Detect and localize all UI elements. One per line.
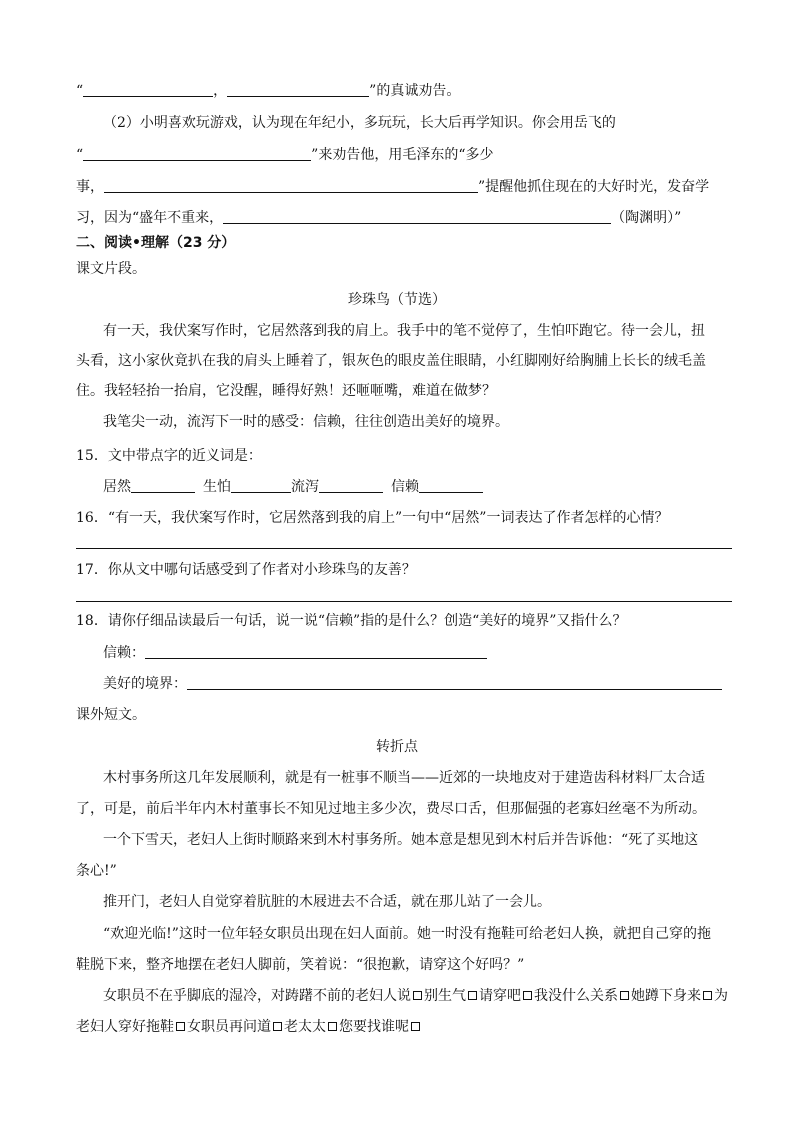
answer-line[interactable] [76,601,732,602]
missing-glyph-box [273,1022,282,1031]
word: 流泻 [291,479,319,495]
story-title: 转折点 [376,739,418,755]
line-tail: ”提醒他抓住现在的大好时光，发奋学 [478,179,710,195]
extra-label: 课外短文。 [76,707,146,723]
text-segment: 她蹲下身来 [631,988,701,1004]
story-line: “欢迎光临!”这时一位年轻女职员出现在妇人面前。她一时没有拖鞋可给老妇人换，就把自己穿的拖 [103,926,711,942]
advice-line [76,81,460,101]
question-18: 18．请你仔细品读最后一句话，说一说“信赖”指的是什么？创造“美好的境界”又指什么？ [76,613,627,629]
story-line [103,986,728,1006]
missing-glyph-box [328,1022,337,1031]
answer-blank[interactable] [223,208,611,224]
passage-line: 有一天，我伏案写作时，它居然落到我的肩上。我手中的笔不觉停了，生怕吓跑它。待一会儿，扭 [103,323,705,339]
yuefei-line [76,145,494,165]
line-head: 习，因为“盛年不重来， [76,210,224,226]
answer-blank[interactable] [231,477,291,493]
synonym-row [103,477,483,497]
line-tail: ”来劝告他，用毛泽东的“多少 [311,147,494,163]
story-line: 鞋脱下来，整齐地摆在老妇人脚前，笑着说：“很抱歉，请穿这个好吗？” [76,957,525,973]
text-segment: 女职员再问道 [187,1019,271,1035]
missing-glyph-box [411,1022,420,1031]
trust-answer-row [103,643,487,663]
passage-line: 住。我轻轻抬一抬肩，它没醒，睡得好熟！还咂咂嘴，难道在做梦？ [76,383,496,399]
story-line: 木村事务所这几年发展顺利，就是有一桩事不顺当——近郊的一块地皮对于建造齿科材料厂太合适 [103,770,705,786]
line-head: 事， [76,179,104,195]
answer-line[interactable] [76,548,732,549]
answer-label: 信赖： [103,645,145,661]
missing-glyph-box [703,991,712,1000]
open-quote: “ [76,147,84,163]
text-segment: 老太太 [284,1019,326,1035]
story-line [76,1017,422,1037]
answer-blank[interactable] [419,477,483,493]
missing-glyph-box [620,991,629,1000]
question-17: 17．你从文中哪句话感受到了作者对小珍珠鸟的友善？ [76,562,416,578]
text-segment: 为 [714,988,728,1004]
line-tail: （陶渊明）” [611,210,682,226]
mao-line [76,177,709,197]
passage-line: 我笔尖一动，流泻下一时的感受：信赖，往往创造出美好的境界。 [103,414,509,430]
taoyuanming-line [76,208,681,228]
text-segment: 老妇人穿好拖鞋 [76,1019,174,1035]
passage-title: 珍珠鸟（节选） [348,292,446,308]
missing-glyph-box [413,991,422,1000]
answer-blank[interactable] [83,81,213,97]
excerpt-label: 课文片段。 [76,261,146,277]
text-segment: 请穿吧 [479,988,521,1004]
question-16: 16．“有一天，我伏案写作时，它居然落到我的肩上”一句中“居然”一词表达了作者怎样的心情？ [76,510,669,526]
text-segment: 别生气 [424,988,466,1004]
story-line: 一个下雪天，老妇人上街时顺路来到木村事务所。她本意是想见到木村后并告诉他：“死了买地这 [103,832,699,848]
text-segment: 您要找谁呢 [339,1019,409,1035]
missing-glyph-box [176,1022,185,1031]
text-segment: 我没什么关系 [534,988,618,1004]
answer-blank[interactable] [319,477,383,493]
question-2-text: （2）小明喜欢玩游戏，认为现在年纪小，多玩玩，长大后再学知识。你会用岳飞的 [103,115,616,131]
answer-blank[interactable] [145,643,487,659]
answer-blank[interactable] [83,145,311,161]
section-heading: 二、阅读•理解（23 分） [76,235,236,251]
answer-blank[interactable] [187,674,722,690]
answer-label: 美好的境界： [103,676,187,692]
passage-line: 头看，这小家伙竟扒在我的肩头上睡着了，银灰色的眼皮盖住眼睛，小红脚刚好给胸脯上长长的绒毛盖 [76,353,706,369]
question-15: 15．文中带点字的近义词是： [76,448,262,464]
answer-blank[interactable] [131,477,195,493]
story-line: 推开门，老妇人自觉穿着肮脏的木屐进去不合适，就在那儿站了一会儿。 [103,894,551,910]
realm-answer-row [103,674,722,694]
story-line: 了，可是，前后半年内木村董事长不知见过地主多少次，费尽口舌，但那倔强的老寡妇丝毫不为所动。 [76,801,706,817]
line-tail: ”的真诚劝告。 [369,83,461,99]
answer-blank[interactable] [227,81,369,97]
word: 生怕 [203,479,231,495]
open-quote: “ [76,83,84,99]
text-segment: 女职员不在乎脚底的湿冷，对踌躇不前的老妇人说 [103,988,411,1004]
missing-glyph-box [468,991,477,1000]
separator: ， [213,83,228,99]
missing-glyph-box [523,991,532,1000]
answer-blank[interactable] [104,177,478,193]
word: 居然 [103,479,131,495]
word: 信赖 [391,479,419,495]
story-line: 条心!” [76,863,117,879]
